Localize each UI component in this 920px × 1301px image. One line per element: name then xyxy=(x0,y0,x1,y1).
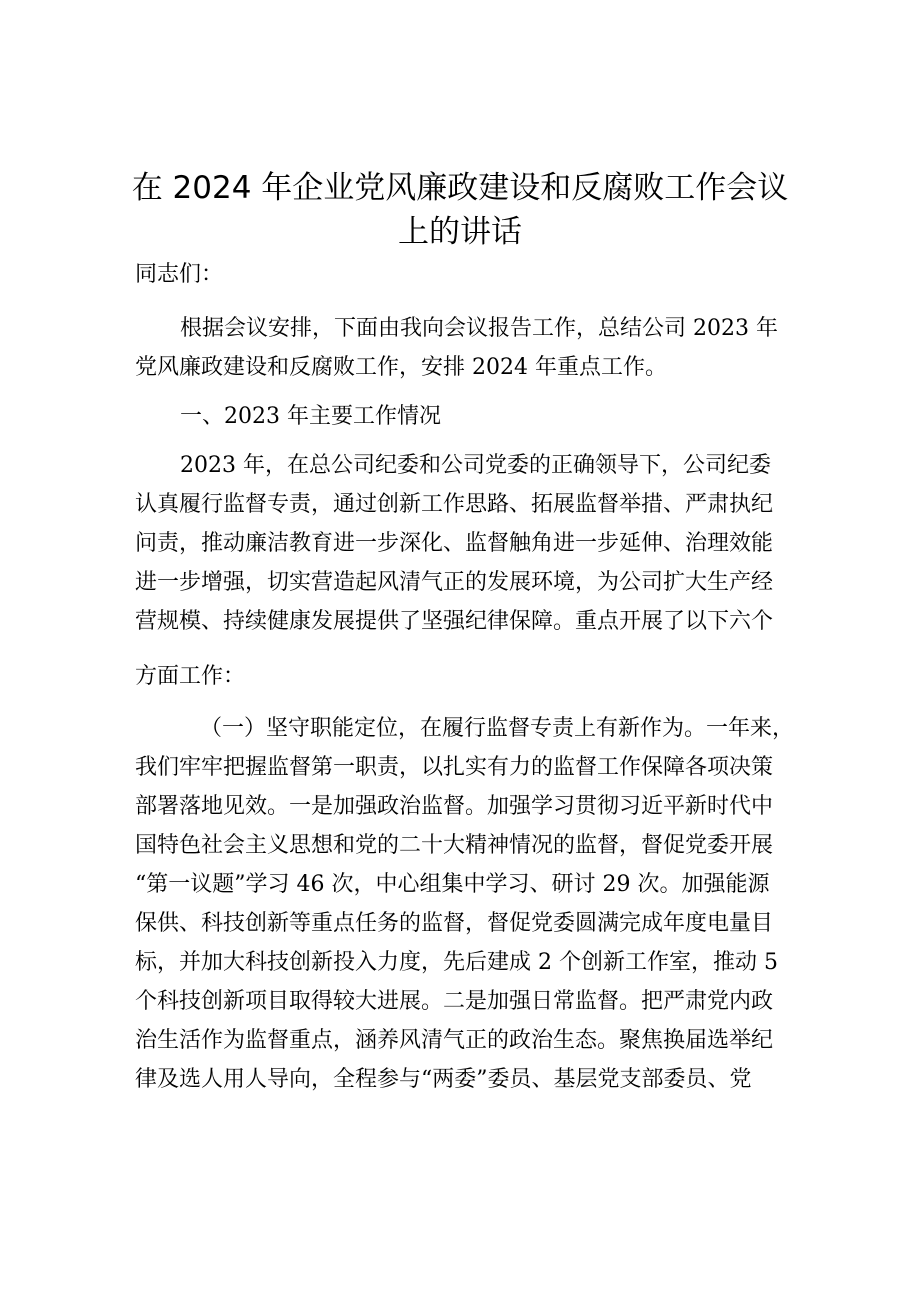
salutation: 同志们： xyxy=(135,262,224,287)
paragraph-line: 治生活作为监督重点，涵养风清气正的政治生态。聚焦换届选举纪 xyxy=(135,1028,774,1053)
paragraph-line: 问责，推动廉洁教育进一步深化、监督触角进一步延伸、治理效能 xyxy=(135,531,774,556)
paragraph-line: 党风廉政建设和反腐败工作，安排 2024 年重点工作。 xyxy=(135,355,667,380)
paragraph-line: 我们牢牢把握监督第一职责，以扎实有力的监督工作保障各项决策 xyxy=(135,755,774,780)
paragraph-line: 标，并加大科技创新投入力度，先后建成 2 个创新工作室，推动 5 xyxy=(135,950,778,975)
section-heading: 一、2023 年主要工作情况 xyxy=(180,404,441,429)
paragraph-line: 个科技创新项目取得较大进展。二是加强日常监督。把严肃党内政 xyxy=(135,989,774,1014)
paragraph-line: 营规模、持续健康发展提供了坚强纪律保障。重点开展了以下六个 xyxy=(135,609,774,634)
paragraph-line: （一）坚守职能定位，在履行监督专责上有新作为。一年来， xyxy=(200,716,795,741)
paragraph-line: 部署落地见效。一是加强政治监督。加强学习贯彻习近平新时代中 xyxy=(135,794,774,819)
paragraph-line: 国特色社会主义思想和党的二十大精神情况的监督，督促党委开展 xyxy=(135,833,774,858)
document-title-line-1: 在 2024 年企业党风廉政建设和反腐败工作会议 xyxy=(131,170,789,206)
paragraph-line: 2023 年，在总公司纪委和公司党委的正确领导下，公司纪委 xyxy=(180,453,771,478)
paragraph-line: 方面工作： xyxy=(135,664,246,689)
paragraph-line: 保供、科技创新等重点任务的监督，督促党委圆满完成年度电量目 xyxy=(135,911,774,936)
paragraph-line: 律及选人用人导向，全程参与“两委”委员、基层党支部委员、党 xyxy=(135,1067,752,1092)
paragraph-line: 认真履行监督专责，通过创新工作思路、拓展监督举措、严肃执纪 xyxy=(135,492,774,517)
document-title-line-2: 上的讲话 xyxy=(398,214,522,250)
paragraph-line: “第一议题”学习 46 次，中心组集中学习、研讨 29 次。加强能源 xyxy=(135,872,770,897)
paragraph-line: 进一步增强，切实营造起风清气正的发展环境，为公司扩大生产经 xyxy=(135,570,774,595)
paragraph-line: 根据会议安排，下面由我向会议报告工作，总结公司 2023 年 xyxy=(180,316,778,341)
